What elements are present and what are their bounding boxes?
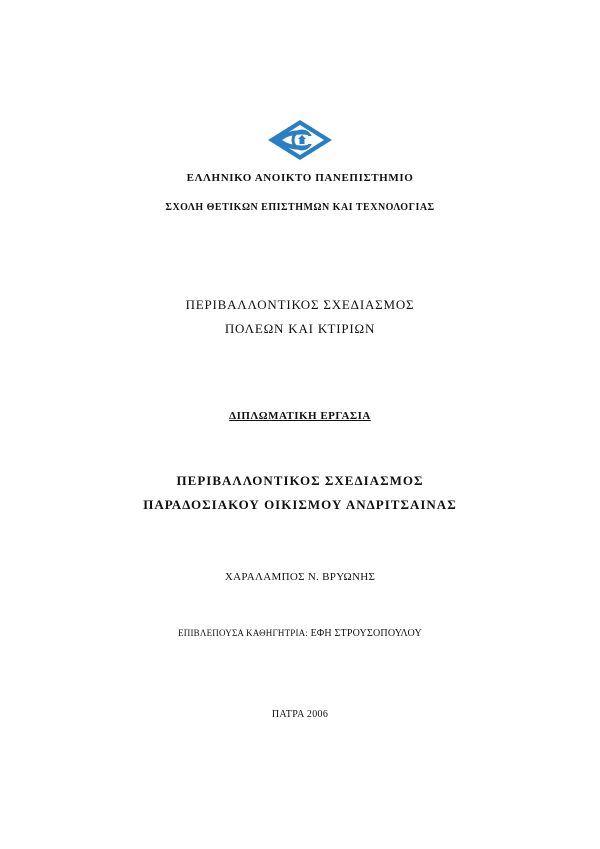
university-name: ΕΛΛΗΝΙΚΟ ΑΝΟΙΚΤΟ ΠΑΝΕΠΙΣΤΗΜΙΟ [186, 172, 414, 184]
program-title-line-1: ΠΕΡΙΒΑΛΛΟΝΤΙΚΟΣ ΣΧΕΔΙΑΣΜΟΣ [185, 297, 415, 312]
program-title-line-2: ΠΟΛΕΩΝ ΚΑΙ ΚΤΙΡΙΩΝ [224, 321, 376, 336]
supervisor-name: ΕΦΗ ΣΤΡΟΥΣΟΠΟΥΛΟΥ [310, 628, 422, 639]
supervisor-label: ΕΠΙΒΛΕΠΟΥΣΑ ΚΑΘΗΓΗΤΡΙΑ: [178, 628, 309, 638]
university-emblem-icon [266, 118, 334, 162]
place-and-year: ΠΑΤΡΑ 2006 [271, 709, 329, 720]
thesis-type-heading: ΔΙΠΛΩΜΑΤΙΚΗ ΕΡΓΑΣΙΑ [229, 410, 371, 422]
thesis-title-line-2: ΠΑΡΑΔΟΣΙΑΚΟΥ ΟΙΚΙΣΜΟΥ ΑΝΔΡΙΤΣΑΙΝΑΣ [143, 497, 457, 512]
author-name: ΧΑΡΑΛΑΜΠΟΣ Ν. ΒΡΥΩΝΗΣ [224, 571, 376, 583]
supervisor-line [0, 628, 600, 639]
school-name: ΣΧΟΛΗ ΘΕΤΙΚΩΝ ΕΠΙΣΤΗΜΩΝ ΚΑΙ ΤΕΧΝΟΛΟΓΙΑΣ [165, 202, 435, 213]
thesis-title-line-1: ΠΕΡΙΒΑΛΛΟΝΤΙΚΟΣ ΣΧΕΔΙΑΣΜΟΣ [176, 473, 424, 488]
